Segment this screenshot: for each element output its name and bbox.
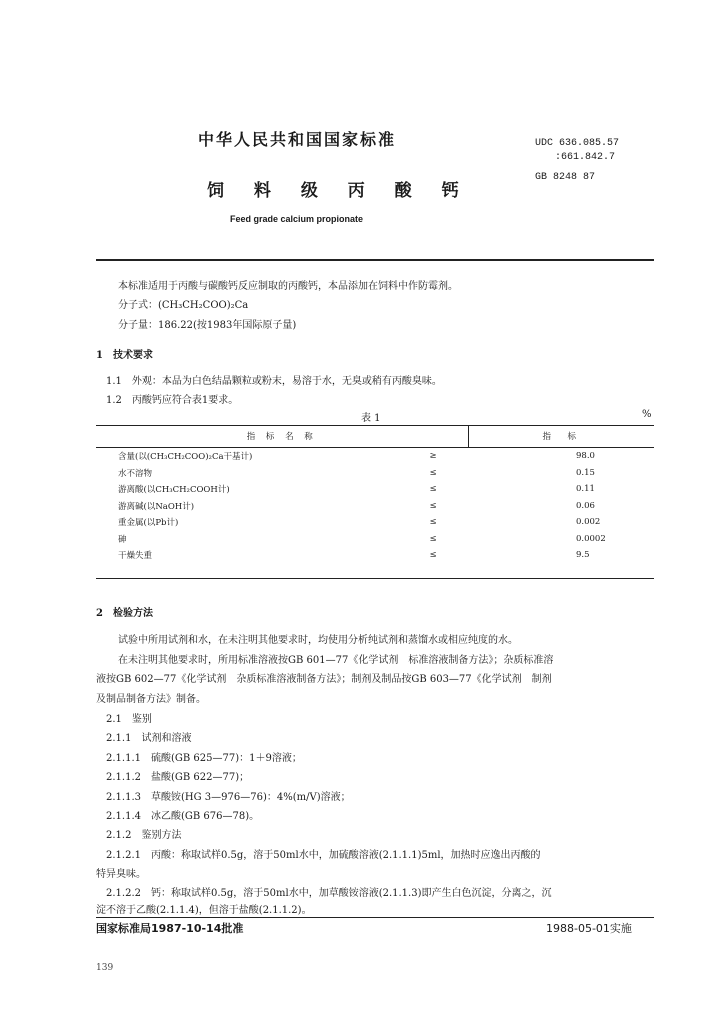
- table-caption: 表 1: [361, 413, 381, 424]
- col-header-value: 指 标: [468, 425, 654, 448]
- table-row: [96, 514, 654, 531]
- table-header-row: [96, 425, 654, 448]
- item-1-1: 1.1 外观：本品为白色结晶颗粒或粉末，易溶于水，无臭或稍有丙酸臭味。: [106, 376, 442, 387]
- document-title: 饲 料 级 丙 酸 钙: [207, 181, 471, 201]
- row-name: 游离碱(以NaOH计): [118, 501, 195, 512]
- section-2-para-2-line-1: 在未注明其他要求时，所用标准溶液按GB 601—77《化学试剂 标准溶液制备方法》；杂质标准溶: [118, 655, 554, 666]
- gb-number: GB 8248 87: [535, 172, 596, 183]
- row-name: 重金属(以Pb计): [118, 518, 179, 529]
- approval-line: 国家标准局1987-10-14批准: [96, 922, 244, 935]
- effective-date: 1988-05-01实施: [546, 922, 632, 935]
- row-value: 0.002: [576, 517, 601, 528]
- row-operator: ≤: [429, 467, 437, 478]
- item-2-1-1-1: 2.1.1.1 硫酸(GB 625—77)：1＋9溶液；: [106, 753, 302, 764]
- section-2-para-2-line-3: 及制品制备方法》制备。: [96, 694, 206, 705]
- item-2-1-2-2-line-1: 2.1.2.2 钙：称取试样0.5g，溶于50ml水中，加草酸铵溶液(2.1.1.3)即产生白色沉淀，分离之，沉: [106, 888, 552, 899]
- item-2-1-1-3: 2.1.1.3 草酸铵(HG 3—976—76)：4%(m/V)溶液；: [106, 792, 351, 803]
- udc-code: [535, 137, 619, 165]
- row-operator: ≤: [429, 500, 437, 511]
- row-value: 98.0: [576, 451, 595, 462]
- item-2-1-1-2: 2.1.1.2 盐酸(GB 622—77)；: [106, 772, 250, 783]
- row-value: 9.5: [576, 550, 590, 561]
- row-value: 0.11: [576, 484, 595, 495]
- udc-line-1: UDC 636.085.57: [535, 138, 620, 149]
- table-row: [96, 498, 654, 515]
- table-row: [96, 465, 654, 482]
- row-operator: ≤: [429, 550, 437, 561]
- subsection-2-1-2: 2.1.2 鉴别方法: [106, 830, 182, 841]
- table-row: [96, 448, 654, 465]
- row-value: 0.0002: [576, 533, 606, 544]
- row-operator: ≥: [429, 451, 437, 462]
- intro-formula: 分子式：(CH₃CH₂COO)₂Ca: [118, 300, 249, 311]
- table-bottom-rule: [96, 578, 654, 579]
- item-2-1-1-4: 2.1.1.4 冰乙酸(GB 676—78)。: [106, 811, 260, 822]
- row-name: 含量(以(CH₃CH₂COO)₂Ca干基计): [118, 452, 253, 463]
- row-name: 砷: [118, 534, 127, 545]
- udc-line-2: :661.842.7: [555, 152, 616, 163]
- section-1-heading: 1 技术要求: [96, 350, 153, 361]
- page-number: 139: [96, 963, 114, 973]
- subsection-2-1-1: 2.1.1 试剂和溶液: [106, 733, 192, 744]
- row-value: 0.15: [576, 467, 595, 478]
- footer-rule: [96, 917, 654, 918]
- row-name: 干燥失重: [118, 551, 153, 562]
- row-operator: ≤: [429, 484, 437, 495]
- intro-scope: 本标准适用于丙酸与碳酸钙反应制取的丙酸钙，本品添加在饲料中作防霉剂。: [118, 281, 458, 292]
- row-name: 游离酸(以CH₃CH₂COOH计): [118, 485, 230, 496]
- row-value: 0.06: [576, 500, 595, 511]
- spec-table: [96, 425, 654, 564]
- col-header-name: 指 标 名 称: [96, 425, 468, 448]
- item-2-1-2-1-line-2: 特异臭味。: [96, 869, 146, 880]
- intro-molecular-weight: 分子量：186.22(按1983年国际原子量): [118, 320, 297, 331]
- standard-category-title: 中华人民共和国国家标准: [198, 130, 397, 149]
- item-1-2: 1.2 丙酸钙应符合表1要求。: [106, 395, 239, 406]
- table-row: [96, 481, 654, 498]
- table-unit: %: [642, 409, 652, 420]
- subsection-2-1: 2.1 鉴别: [106, 714, 152, 725]
- section-2-para-1: 试验中所用试剂和水，在未注明其他要求时，均使用分析纯试剂和蒸馏水或相应纯度的水。: [118, 635, 518, 646]
- table-row: [96, 547, 654, 564]
- row-name: 水不溶物: [118, 468, 153, 479]
- item-2-1-2-1-line-1: 2.1.2.1 丙酸：称取试样0.5g，溶于50ml水中，加硫酸溶液(2.1.1.1)5ml，加热时应逸出丙酸的: [106, 850, 541, 861]
- item-2-1-2-2-line-2: 淀不溶于乙酸(2.1.1.4)，但溶于盐酸(2.1.1.2)。: [96, 905, 312, 916]
- english-title: Feed grade calcium propionate: [230, 214, 364, 224]
- header-rule: [96, 259, 654, 261]
- row-operator: ≤: [429, 517, 437, 528]
- section-2-heading: 2 检验方法: [96, 608, 153, 619]
- row-operator: ≤: [429, 533, 437, 544]
- table-row: [96, 531, 654, 548]
- section-2-para-2-line-2: 液按GB 602—77《化学试剂 杂质标准溶液制备方法》；制剂及制品按GB 603—77《化学试剂 制剂: [96, 674, 552, 685]
